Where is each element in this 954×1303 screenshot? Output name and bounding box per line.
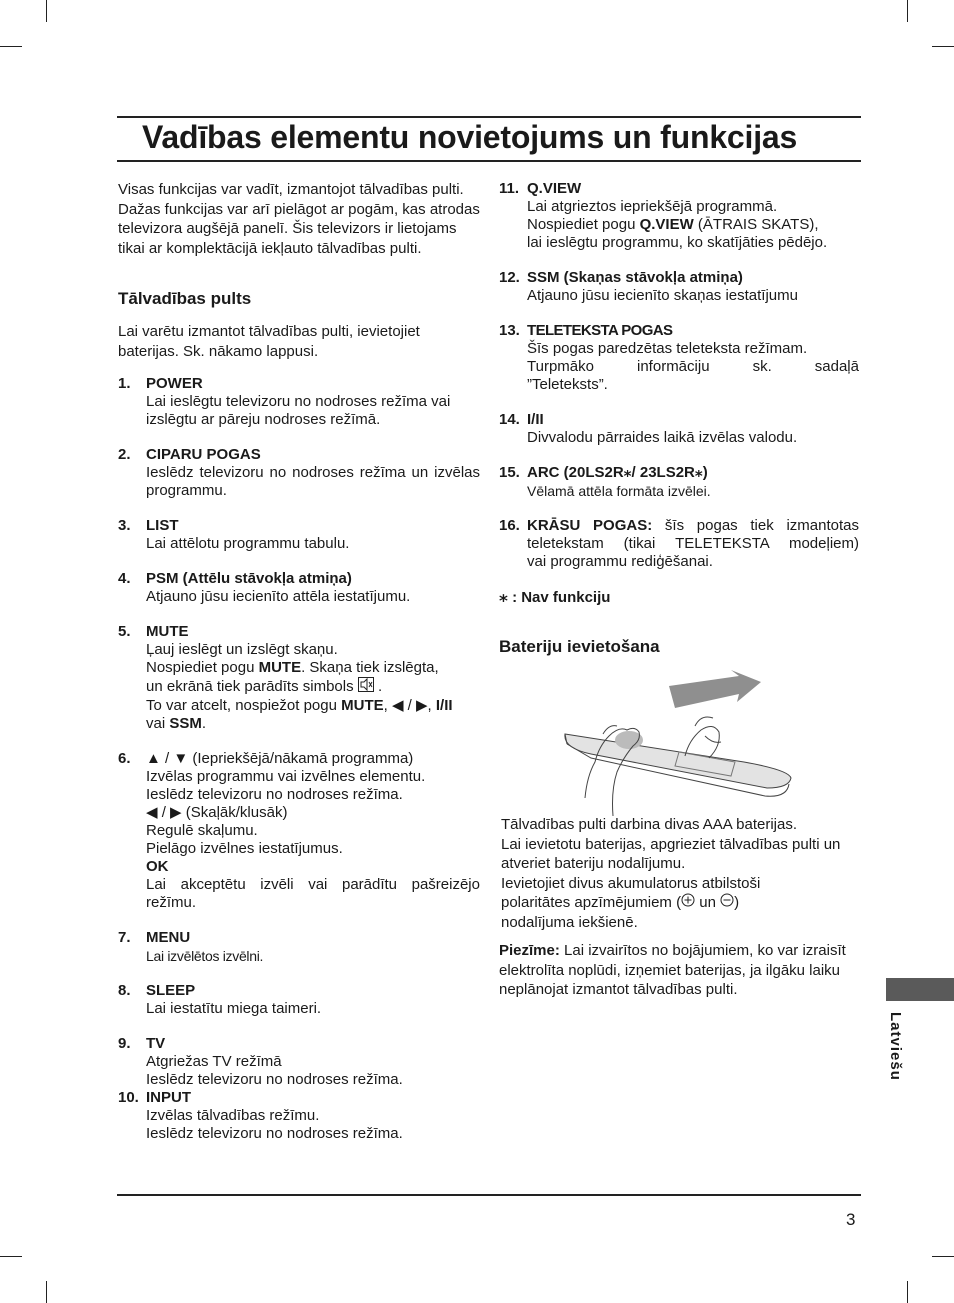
intro xyxy=(118,180,480,258)
item-desc: Lai akceptētu izvēli vai parādītu pašreizējo režīmu. xyxy=(146,876,480,911)
item-desc: Lai iestatītu miega taimeri. xyxy=(146,1000,322,1017)
item-title: POWER xyxy=(146,375,203,392)
item-desc: Lai ieslēgtu televizoru no nodroses režīma vai izslēgtu ar pāreju nodroses režīmā. xyxy=(146,393,451,428)
item-arc xyxy=(499,464,859,500)
item-number: 10. xyxy=(118,1089,139,1106)
item-desc: teletekstam (tikai TELETEKSTA modeļiem) xyxy=(527,535,859,552)
left-column xyxy=(118,180,480,1143)
item-desc: Vēlamā attēla formāta izvēlei. xyxy=(527,483,711,499)
text: polaritātes apzīmējumiem ( xyxy=(501,894,682,911)
crop-mark xyxy=(46,1281,47,1303)
item-number: 6. xyxy=(118,750,131,767)
item-number: 2. xyxy=(118,446,131,463)
item-number: 7. xyxy=(118,929,131,946)
battery-line: Tālvadības pulti darbina divas AAA baterijas. xyxy=(501,816,798,833)
item-tv xyxy=(118,1035,480,1089)
item-desc: vai programmu rediģēšanai. xyxy=(527,553,713,570)
item-desc: lai ieslēgtu programmu, ko skatījāties pēdējo. xyxy=(527,234,828,251)
item-ciparu xyxy=(118,446,480,500)
remote-heading: Tālvadības pults xyxy=(118,289,252,308)
item-desc: Atjauno jūsu iecienīto attēla iestatījumu. xyxy=(146,588,411,605)
item-ssm xyxy=(499,269,859,305)
text-bold: MUTE xyxy=(258,659,302,676)
item-desc: Ļauj ieslēgt un izslēgt skaņu. xyxy=(146,641,338,658)
text: (ĀTRAIS SKATS), xyxy=(693,216,819,233)
item-number: 13. xyxy=(499,322,520,339)
item-input xyxy=(118,1089,480,1143)
text: un xyxy=(695,894,721,911)
text: un ekrānā tiek parādīts simbols xyxy=(146,677,354,695)
item-number: 8. xyxy=(118,982,131,999)
page-number: 3 xyxy=(846,1210,856,1229)
item-desc: Ieslēdz televizoru no nodroses režīma. xyxy=(146,1071,403,1088)
item-desc: ”Teleteksts”. xyxy=(527,376,608,393)
item-title: MENU xyxy=(146,929,191,946)
item-psm xyxy=(118,570,480,606)
item-desc: Regulē skaļumu. xyxy=(146,822,258,839)
item-title: ▲ / ▼ (Iepriekšējā/nākamā programma) xyxy=(146,750,414,767)
item-number: 5. xyxy=(118,623,131,640)
item-desc: Ieslēdz televizoru no nodroses režīma. xyxy=(146,1125,403,1142)
text: , ◀ / ▶, xyxy=(383,697,436,714)
title-rule-bottom xyxy=(117,160,861,162)
item-title: SLEEP xyxy=(146,982,196,999)
item-nav xyxy=(118,750,480,912)
item-number: 3. xyxy=(118,517,131,534)
item-title: INPUT xyxy=(146,1089,191,1106)
item-desc: Lai atgrieztos iepriekšējā programmā. xyxy=(527,198,778,215)
intro-line: Dažas funkcijas var arī pielāgot ar pogām, kas atrodas televizora augšējā panelī. Šis televizors ir lietojams tikai ar komplektācijā iekļauto tālvadības pulti. xyxy=(118,200,480,257)
text-bold: I/II xyxy=(435,697,453,714)
intro-line: Visas funkcijas var vadīt, izmantojot tālvadības pulti. xyxy=(118,181,464,198)
language-text: Latviešu xyxy=(887,1012,904,1081)
item-number: 4. xyxy=(118,570,131,587)
item-desc xyxy=(146,697,480,715)
item-desc: Lai izvēlētos izvēlni. xyxy=(146,948,264,964)
item-desc: Divvalodu pārraides laikā izvēlas valodu. xyxy=(527,429,798,446)
item-desc: Lai attēlotu programmu tabulu. xyxy=(146,535,350,552)
mute-speaker-icon xyxy=(358,677,374,697)
item-number: 9. xyxy=(118,1035,131,1052)
item-qview xyxy=(499,180,859,252)
text: To var atcelt, nospiežot pogu xyxy=(146,697,342,714)
text-bold: Q.VIEW xyxy=(639,216,694,233)
item-number: 14. xyxy=(499,411,520,428)
item-title: TELETEKSTA POGAS xyxy=(527,322,673,339)
battery-line: nodalījuma iekšienē. xyxy=(501,913,638,931)
item-number: 11. xyxy=(499,180,520,197)
note xyxy=(499,941,859,1000)
language-tab xyxy=(886,978,954,1001)
item-title: SSM (Skaņas stāvokļa atmiņa) xyxy=(527,269,743,286)
page-title: Vadības elementu novietojums un funkcijas xyxy=(142,119,798,155)
text: vai xyxy=(146,715,170,732)
item-desc: Turpmāko informāciju sk. sadaļā xyxy=(527,358,859,375)
item-mute xyxy=(118,623,480,733)
item-title: PSM (Attēlu stāvokļa atmiņa) xyxy=(146,570,352,587)
note-text: Lai izvairītos no bojājumiem, ko var izraisīt elektrolīta noplūdi, izņemiet baterijas, ja ilgāku laiku neplānojat izmantot tālvadības pulti. xyxy=(499,942,846,999)
battery-line: Ievietojiet divus akumulatorus atbilstoši xyxy=(501,874,761,892)
item-title: LIST xyxy=(146,517,179,534)
item-list xyxy=(118,517,480,553)
item-teletext xyxy=(499,322,859,394)
item-i-ii xyxy=(499,411,859,447)
right-column xyxy=(499,180,859,1000)
title-rule-top xyxy=(117,116,861,118)
item-desc xyxy=(146,659,480,677)
item-desc: ◀ / ▶ (Skaļāk/klusāk) xyxy=(146,804,288,821)
plus-circle-icon xyxy=(681,893,695,913)
text-bold: SSM xyxy=(169,715,202,732)
asterisk-mark: ⁎ xyxy=(499,587,508,606)
crop-mark xyxy=(46,0,47,22)
item-menu xyxy=(118,929,480,965)
item-subtitle: OK xyxy=(146,858,169,875)
item-power xyxy=(118,375,480,429)
item-number: 12. xyxy=(499,269,520,286)
item-title: MUTE xyxy=(146,623,189,640)
item-number: 15. xyxy=(499,464,520,481)
item-number: 16. xyxy=(499,517,520,534)
crop-mark xyxy=(907,1281,908,1303)
remote-text: Lai varētu izmantot tālvadības pulti, ievietojiet baterijas. Sk. nākamo lappusi. xyxy=(118,323,420,360)
crop-mark xyxy=(932,46,954,47)
item-title: KRĀSU POGAS: xyxy=(527,517,653,534)
item-sleep xyxy=(118,982,480,1018)
battery-line xyxy=(501,893,859,913)
item-title: ARC (20LS2R⁎/ 23LS2R⁎) xyxy=(527,464,708,481)
item-title: TV xyxy=(146,1035,166,1052)
bottom-rule xyxy=(117,1194,861,1196)
item-desc: Pielāgo izvēlnes iestatījumus. xyxy=(146,840,343,857)
item-desc: Ieslēdz televizoru no nodroses režīma. xyxy=(146,786,403,803)
item-desc: Izvēlas tālvadības režīmu. xyxy=(146,1107,320,1124)
item-desc xyxy=(146,715,480,733)
crop-mark xyxy=(0,46,22,47)
remote-battery-illustration xyxy=(499,666,859,816)
item-krasu xyxy=(499,517,859,571)
note-label: Piezīme: xyxy=(499,942,560,960)
item-desc: Izvēlas programmu vai izvēlnes elementu. xyxy=(146,768,426,785)
crop-mark xyxy=(0,1256,22,1257)
battery-heading: Bateriju ievietošana xyxy=(499,637,660,656)
item-number: 1. xyxy=(118,375,131,392)
item-title: Q.VIEW xyxy=(527,180,582,197)
battery-line: Lai ievietotu baterijas, apgrieziet tālvadības pulti un atveriet bateriju nodalījumu. xyxy=(501,835,841,872)
footnote-text: : Nav funkciju xyxy=(512,589,611,606)
text: šīs pogas tiek izmantotas xyxy=(652,517,859,534)
item-desc: Ieslēdz televizoru no nodroses režīma un izvēlas programmu. xyxy=(146,464,480,499)
slide-arrow-icon xyxy=(669,670,761,708)
language-label xyxy=(886,1012,906,1102)
item-title: I/II xyxy=(527,411,544,428)
text: Nospiediet pogu xyxy=(527,216,640,233)
footnote xyxy=(499,588,859,607)
battery-text xyxy=(501,815,859,932)
remote-illustration xyxy=(499,666,859,816)
text-bold: MUTE xyxy=(341,697,384,714)
text: . Skaņa tiek izslēgta, xyxy=(301,659,439,676)
item-title: CIPARU POGAS xyxy=(146,446,261,463)
crop-mark xyxy=(932,1256,954,1257)
text: Nospiediet pogu xyxy=(146,659,259,676)
text: ) xyxy=(734,894,740,911)
item-desc xyxy=(527,517,859,535)
text: . xyxy=(201,715,207,732)
item-desc xyxy=(527,216,859,234)
item-desc: Atgriežas TV režīmā xyxy=(146,1053,282,1070)
crop-mark xyxy=(907,0,908,22)
item-desc: Šīs pogas paredzētas teleteksta režīmam. xyxy=(527,340,808,357)
item-desc: un ekrānā tiek parādīts simbols . xyxy=(146,677,480,697)
item-desc: Atjauno jūsu iecienīto skaņas iestatījumu xyxy=(527,287,798,304)
minus-circle-icon xyxy=(720,893,734,913)
